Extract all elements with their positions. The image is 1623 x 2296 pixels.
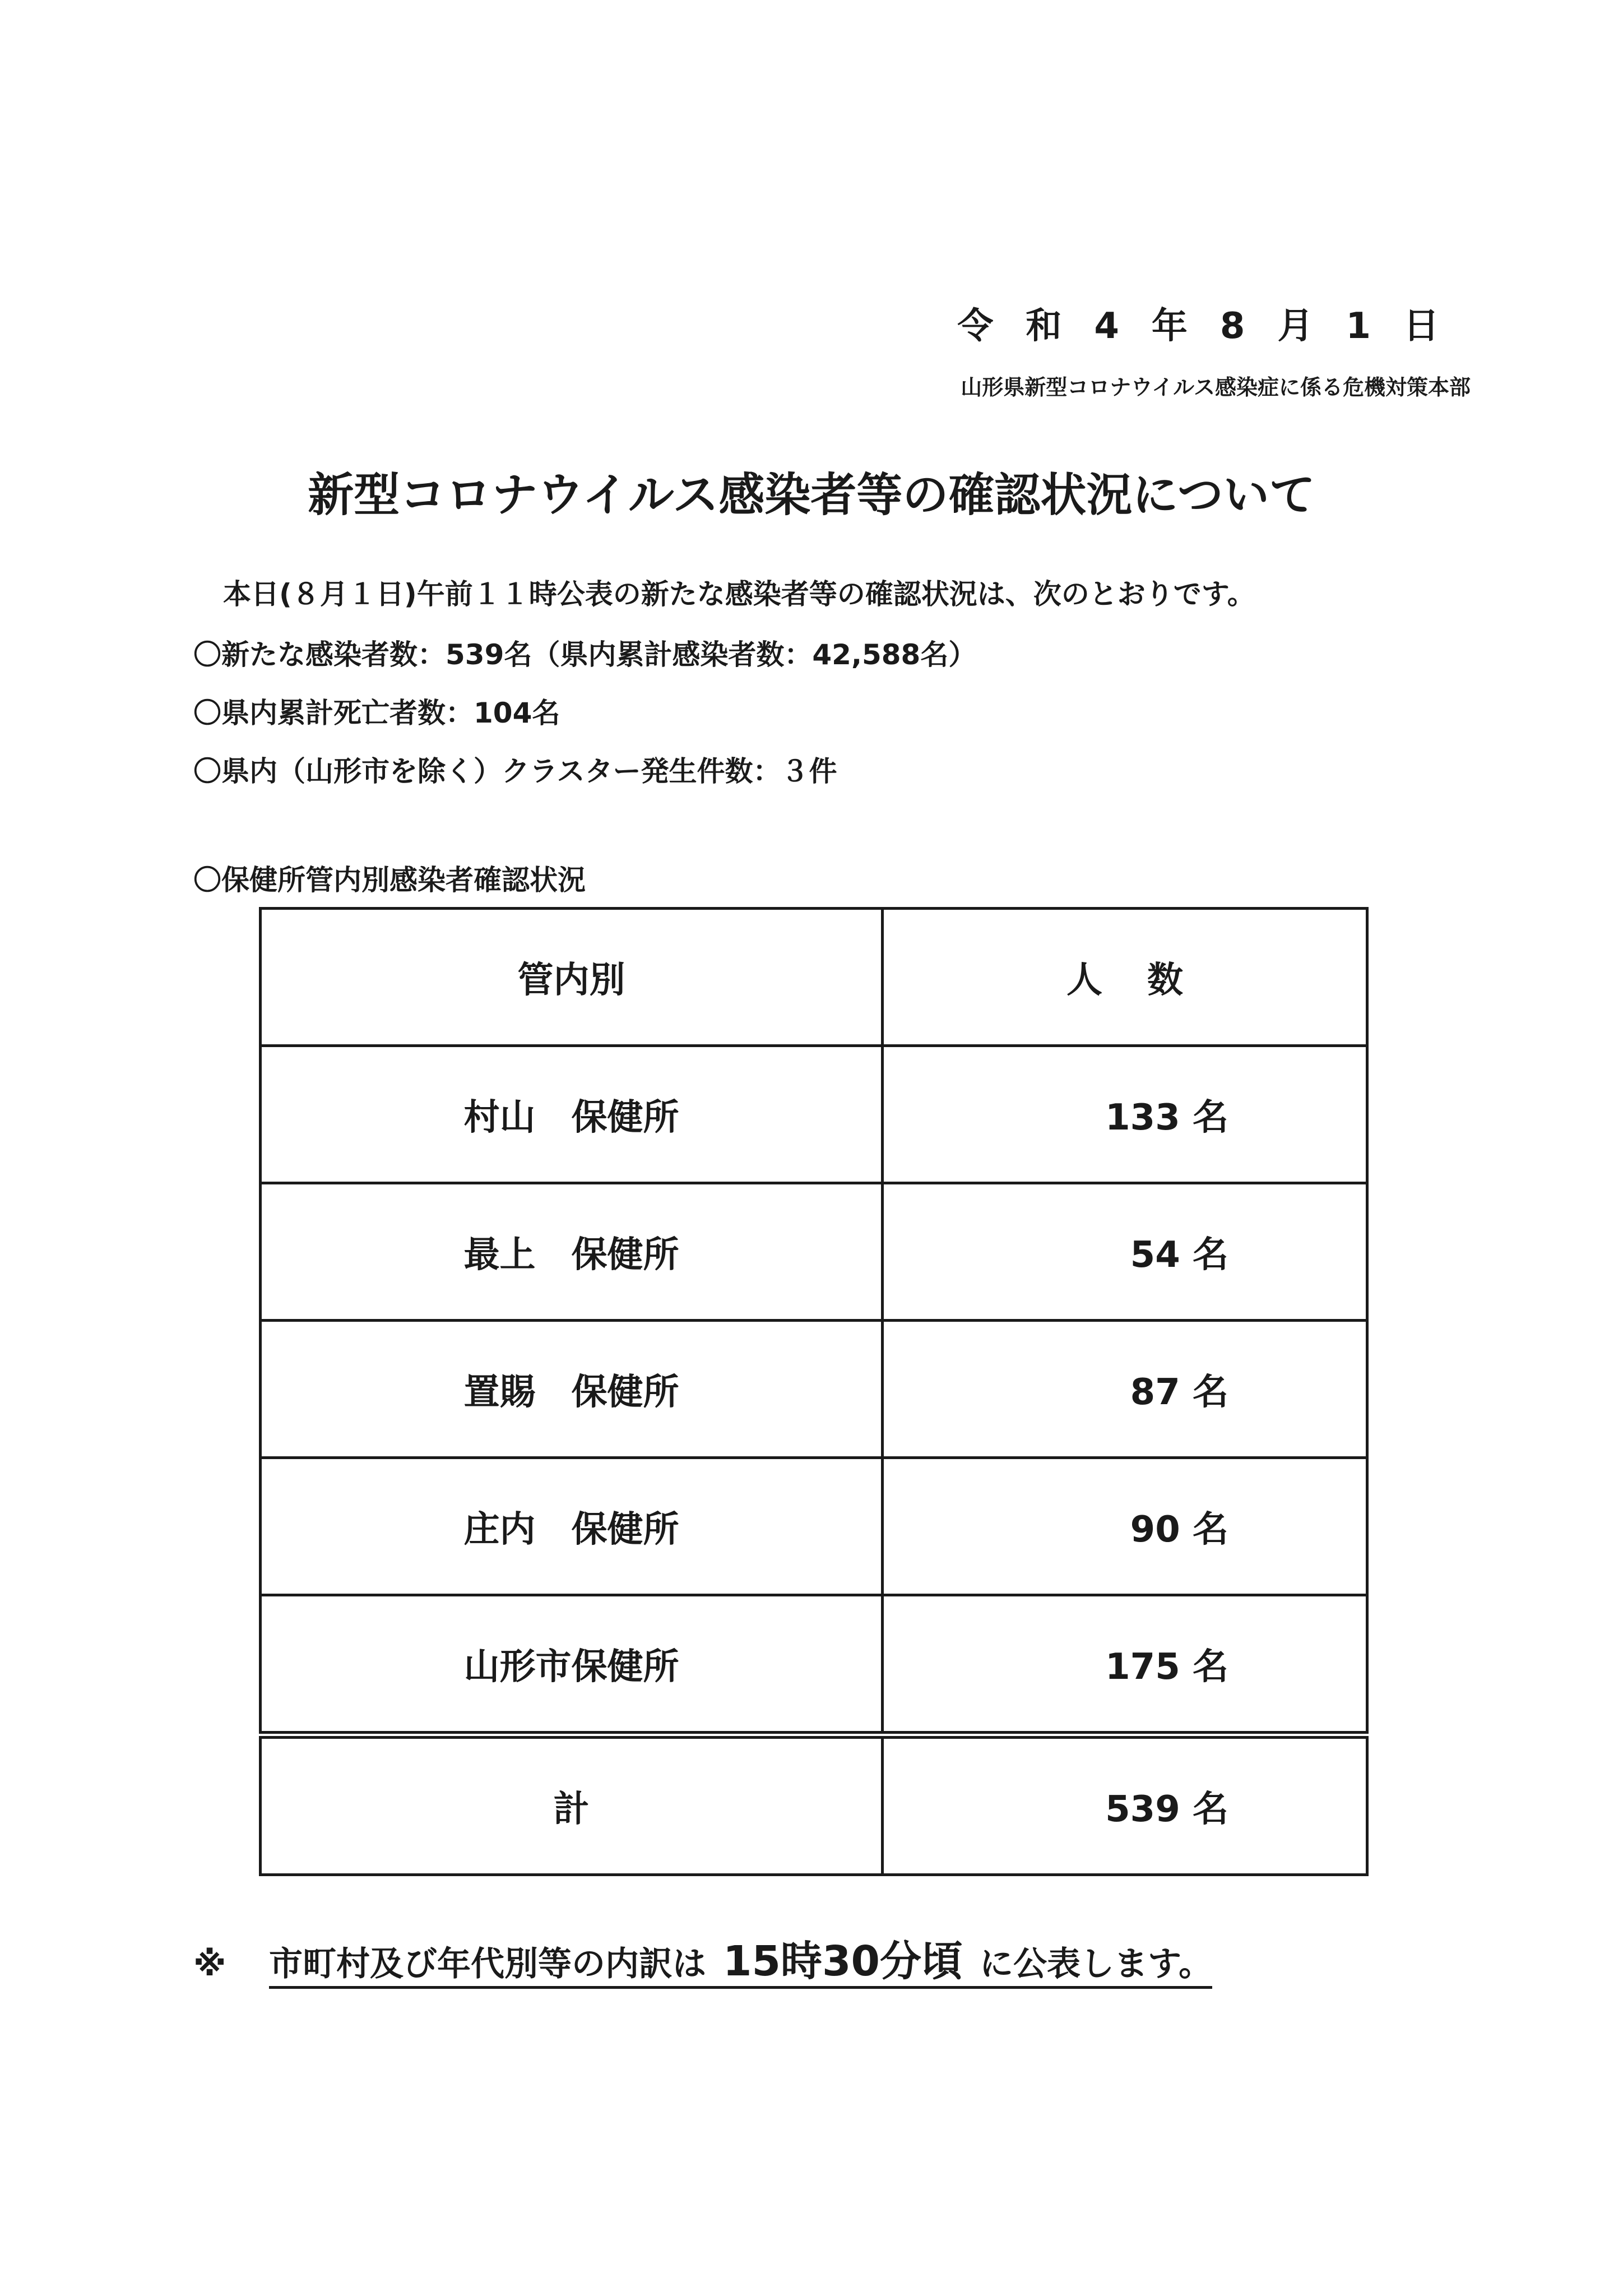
area-cell: 置賜 保健所 — [261, 1321, 883, 1458]
intro-paragraph: 本日(８月１日)午前１１時公表の新たな感染者等の確認状況は、次のとおりです。 — [223, 578, 1255, 610]
issuing-organization: 山形県新型コロナウイルス感染症に係る危機対策本部 — [961, 375, 1471, 400]
note-text-before: 市町村及び年代別等の内訳は — [269, 1945, 706, 1984]
new-cases-line: 〇新たな感染者数：539名（県内累計感染者数：42,588名） — [193, 638, 977, 671]
table-row — [261, 1458, 1367, 1595]
header-count: 人数 — [883, 909, 1367, 1046]
count-cell: 54 名 — [883, 1183, 1367, 1321]
count-cell: 87 名 — [883, 1321, 1367, 1458]
area-cell: 庄内 保健所 — [261, 1458, 883, 1595]
clusters-line: 〇県内（山形市を除く）クラスター発生件数：３件 — [193, 755, 837, 788]
issue-date: 令和4年8月1日 — [957, 305, 1472, 347]
note-time: 15時30分頃 — [723, 1937, 963, 1985]
header-area: 管内別 — [261, 909, 883, 1046]
health-center-table — [259, 907, 1369, 1876]
total-count-cell: 539 名 — [883, 1735, 1367, 1875]
note-mark: ※ — [193, 1945, 226, 1984]
table-section-label: 〇保健所管内別感染者確認状況 — [193, 864, 586, 896]
total-row — [261, 1735, 1367, 1875]
area-cell: 村山 保健所 — [261, 1046, 883, 1183]
table-row — [261, 1183, 1367, 1321]
table-row — [261, 1046, 1367, 1183]
count-cell: 133 名 — [883, 1046, 1367, 1183]
area-cell: 山形市保健所 — [261, 1595, 883, 1735]
note-text — [269, 1937, 1213, 1989]
count-cell: 90 名 — [883, 1458, 1367, 1595]
total-label-cell: 計 — [261, 1735, 883, 1875]
document-title: 新型コロナウイルス感染者等の確認状況について — [308, 469, 1315, 522]
table-header-row — [261, 909, 1367, 1046]
table-row — [261, 1595, 1367, 1735]
deaths-line: 〇県内累計死亡者数：104名 — [193, 697, 560, 729]
area-cell: 最上 保健所 — [261, 1183, 883, 1321]
table-row — [261, 1321, 1367, 1458]
note-text-after: に公表します。 — [979, 1945, 1213, 1984]
count-cell: 175 名 — [883, 1595, 1367, 1735]
publication-note — [193, 1928, 1212, 1988]
